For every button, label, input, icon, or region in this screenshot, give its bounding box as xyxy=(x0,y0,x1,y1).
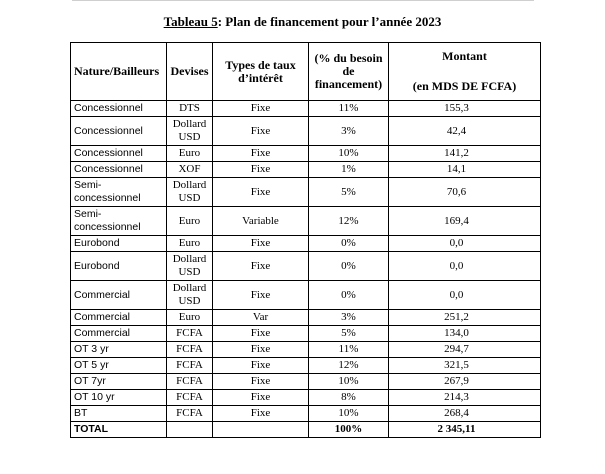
cell-montant: 0,0 xyxy=(389,252,541,281)
cell-devise: FCFA xyxy=(167,342,213,358)
total-besoin: 100% xyxy=(309,422,389,438)
cell-besoin: 12% xyxy=(309,207,389,236)
cell-nature: Semi-concessionnel xyxy=(71,207,167,236)
header-montant-unit: (en MDS DE FCFA) xyxy=(412,79,517,93)
table-row xyxy=(71,342,541,358)
cell-nature: Commercial xyxy=(71,310,167,326)
cell-montant: 321,5 xyxy=(389,358,541,374)
cell-nature: OT 10 yr xyxy=(71,390,167,406)
cell-nature: Concessionnel xyxy=(71,101,167,117)
cell-nature: Semi-concessionnel xyxy=(71,178,167,207)
cell-besoin: 1% xyxy=(309,162,389,178)
header-nature: Nature/Bailleurs xyxy=(71,43,167,101)
table-row xyxy=(71,146,541,162)
cell-besoin: 10% xyxy=(309,146,389,162)
cell-taux: Fixe xyxy=(213,406,309,422)
table-body xyxy=(71,101,541,438)
total-montant: 2 345,11 xyxy=(389,422,541,438)
table-row xyxy=(71,236,541,252)
table-row xyxy=(71,178,541,207)
total-devise-cell xyxy=(167,422,213,438)
cell-besoin: 10% xyxy=(309,374,389,390)
cell-besoin: 10% xyxy=(309,406,389,422)
cell-devise: Dollard USD xyxy=(167,281,213,310)
cell-devise: XOF xyxy=(167,162,213,178)
cell-nature: OT 3 yr xyxy=(71,342,167,358)
cell-montant: 155,3 xyxy=(389,101,541,117)
cell-besoin: 0% xyxy=(309,252,389,281)
cell-montant: 0,0 xyxy=(389,281,541,310)
cell-devise: FCFA xyxy=(167,326,213,342)
cell-devise: FCFA xyxy=(167,358,213,374)
cell-devise: Euro xyxy=(167,236,213,252)
table-row xyxy=(71,390,541,406)
cell-nature: Concessionnel xyxy=(71,146,167,162)
table-row xyxy=(71,117,541,146)
header-montant-label: Montant xyxy=(442,49,487,63)
table-row xyxy=(71,326,541,342)
cell-taux: Fixe xyxy=(213,101,309,117)
cell-montant: 134,0 xyxy=(389,326,541,342)
table-row xyxy=(71,374,541,390)
cell-montant: 0,0 xyxy=(389,236,541,252)
cell-montant: 169,4 xyxy=(389,207,541,236)
cell-taux: Fixe xyxy=(213,162,309,178)
cell-montant: 14,1 xyxy=(389,162,541,178)
cell-devise: Dollard USD xyxy=(167,178,213,207)
cell-montant: 294,7 xyxy=(389,342,541,358)
cell-devise: Euro xyxy=(167,146,213,162)
cell-taux: Fixe xyxy=(213,342,309,358)
cell-besoin: 3% xyxy=(309,310,389,326)
table-row xyxy=(71,162,541,178)
cell-nature: BT xyxy=(71,406,167,422)
cell-montant: 251,2 xyxy=(389,310,541,326)
cell-devise: Dollard USD xyxy=(167,117,213,146)
cell-besoin: 3% xyxy=(309,117,389,146)
cell-taux: Fixe xyxy=(213,358,309,374)
cell-devise: Euro xyxy=(167,207,213,236)
cell-taux: Fixe xyxy=(213,178,309,207)
table-row xyxy=(71,406,541,422)
cell-taux: Fixe xyxy=(213,117,309,146)
cell-nature: Commercial xyxy=(71,326,167,342)
cell-besoin: 8% xyxy=(309,390,389,406)
cell-montant: 42,4 xyxy=(389,117,541,146)
cell-nature: OT 7yr xyxy=(71,374,167,390)
cell-montant: 70,6 xyxy=(389,178,541,207)
table-row xyxy=(71,252,541,281)
header-montant xyxy=(389,43,541,101)
cell-taux: Fixe xyxy=(213,146,309,162)
table-title xyxy=(0,14,605,30)
cell-nature: Eurobond xyxy=(71,236,167,252)
cell-devise: FCFA xyxy=(167,374,213,390)
table-title-label: Tableau 5 xyxy=(163,14,218,29)
cell-taux: Fixe xyxy=(213,236,309,252)
cell-besoin: 0% xyxy=(309,236,389,252)
cell-taux: Fixe xyxy=(213,252,309,281)
cell-taux: Variable xyxy=(213,207,309,236)
header-row xyxy=(71,43,541,101)
header-taux: Types de taux d’intérêt xyxy=(213,43,309,101)
table-row xyxy=(71,101,541,117)
header-besoin: (% du besoin de financement) xyxy=(309,43,389,101)
cell-montant: 214,3 xyxy=(389,390,541,406)
header-devises: Devises xyxy=(167,43,213,101)
table-header xyxy=(71,43,541,101)
total-row xyxy=(71,422,541,438)
cell-montant: 267,9 xyxy=(389,374,541,390)
cell-besoin: 11% xyxy=(309,101,389,117)
table-row xyxy=(71,281,541,310)
cell-taux: Fixe xyxy=(213,390,309,406)
total-taux-cell xyxy=(213,422,309,438)
cell-nature: OT 5 yr xyxy=(71,358,167,374)
cell-taux: Fixe xyxy=(213,326,309,342)
cell-montant: 268,4 xyxy=(389,406,541,422)
cell-nature: Concessionnel xyxy=(71,117,167,146)
total-label: TOTAL xyxy=(71,422,167,438)
table-row xyxy=(71,358,541,374)
cell-taux: Fixe xyxy=(213,281,309,310)
cell-besoin: 5% xyxy=(309,326,389,342)
cell-montant: 141,2 xyxy=(389,146,541,162)
cell-devise: Dollard USD xyxy=(167,252,213,281)
cell-devise: FCFA xyxy=(167,390,213,406)
cell-besoin: 5% xyxy=(309,178,389,207)
page-top-rule xyxy=(72,0,534,1)
cell-besoin: 12% xyxy=(309,358,389,374)
cell-devise: Euro xyxy=(167,310,213,326)
cell-besoin: 0% xyxy=(309,281,389,310)
cell-taux: Fixe xyxy=(213,374,309,390)
cell-nature: Eurobond xyxy=(71,252,167,281)
financing-plan-table xyxy=(70,42,541,438)
table-row xyxy=(71,310,541,326)
cell-taux: Var xyxy=(213,310,309,326)
table-row xyxy=(71,207,541,236)
cell-devise: FCFA xyxy=(167,406,213,422)
table-title-text: : Plan de financement pour l’année 2023 xyxy=(217,14,442,29)
cell-nature: Concessionnel xyxy=(71,162,167,178)
cell-nature: Commercial xyxy=(71,281,167,310)
cell-besoin: 11% xyxy=(309,342,389,358)
cell-devise: DTS xyxy=(167,101,213,117)
